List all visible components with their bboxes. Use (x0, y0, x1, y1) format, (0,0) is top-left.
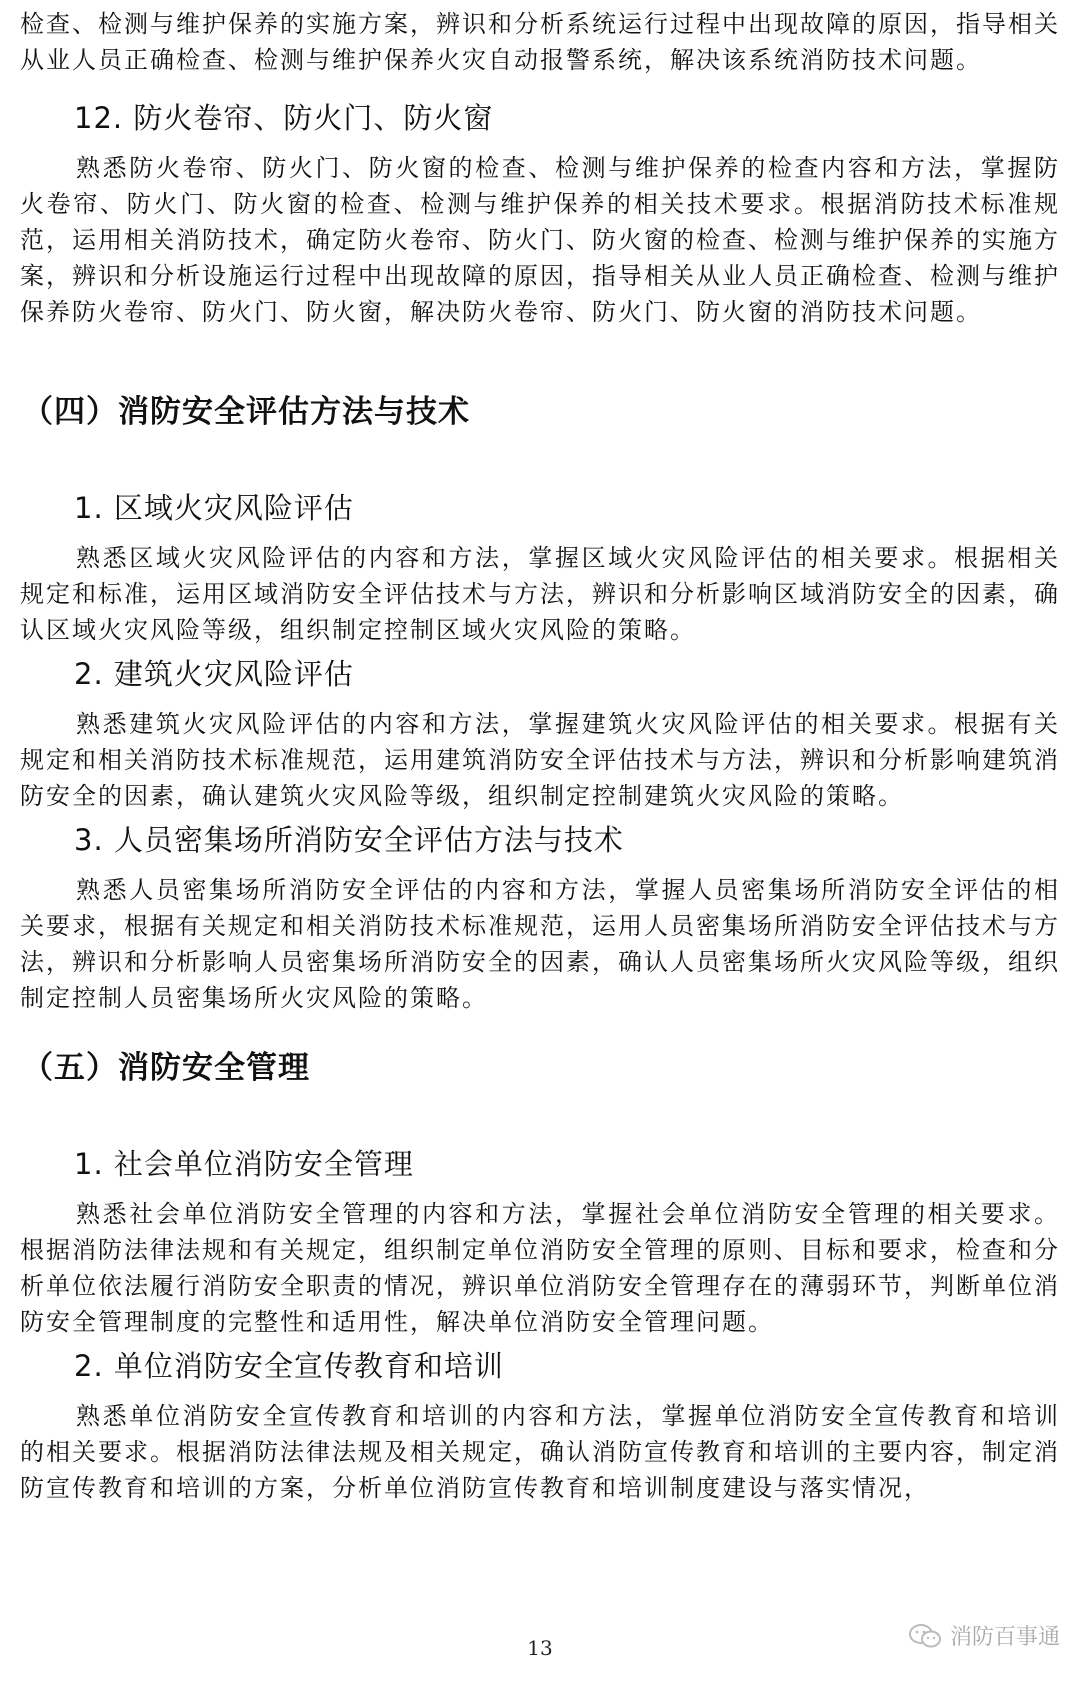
heading-fire-shutter-door-window: 12. 防火卷帘、防火门、防火窗 (74, 101, 494, 135)
heading-education-training: 2. 单位消防安全宣传教育和培训 (74, 1349, 504, 1383)
section-heading-management: （五）消防安全管理 (22, 1050, 310, 1086)
heading-unit-safety-management: 1. 社会单位消防安全管理 (74, 1147, 414, 1181)
page-number: 13 (527, 1636, 553, 1660)
paragraph-building-fire-risk: 熟悉建筑火灾风险评估的内容和方法，掌握建筑火灾风险评估的相关要求。根据有关规定和相关消防技术标准规范，运用建筑消防安全评估技术与方法，辨识和分析影响建筑消防安全的因素，确认建筑火灾风险等级，组织制定控制建筑火灾风险的策略。 (20, 710, 1060, 810)
section-heading-assessment: （四）消防安全评估方法与技术 (22, 394, 470, 430)
wechat-icon (908, 1622, 942, 1650)
paragraph-unit-safety-management: 熟悉社会单位消防安全管理的内容和方法，掌握社会单位消防安全管理的相关要求。根据消防法律法规和有关规定，组织制定单位消防安全管理的原则、目标和要求，检查和分析单位依法履行消防安全职责的情况，辨识单位消防安全管理存在的薄弱环节，判断单位消防安全管理制度的完整性和适用性，解决单位消防安全管理问题。 (20, 1200, 1060, 1336)
watermark (908, 1620, 1060, 1651)
paragraph-fire-shutter-door-window: 熟悉防火卷帘、防火门、防火窗的检查、检测与维护保养的检查内容和方法，掌握防火卷帘、防火门、防火窗的检查、检测与维护保养的相关技术要求。根据消防技术标准规范，运用相关消防技术，确定防火卷帘、防火门、防火窗的检查、检测与维护保养的实施方案，辨识和分析设施运行过程中出现故障的原因，指导相关从业人员正确检查、检测与维护保养防火卷帘、防火门、防火窗，解决防火卷帘、防火门、防火窗的消防技术问题。 (20, 154, 1060, 326)
watermark-text: 消防百事通 (949, 1625, 1060, 1650)
heading-crowded-place-assessment: 3. 人员密集场所消防安全评估方法与技术 (74, 823, 624, 857)
heading-regional-fire-risk: 1. 区域火灾风险评估 (74, 491, 354, 525)
paragraph-regional-fire-risk: 熟悉区域火灾风险评估的内容和方法，掌握区域火灾风险评估的相关要求。根据相关规定和标准，运用区域消防安全评估技术与方法，辨识和分析影响区域消防安全的因素，确认区域火灾风险等级，组织制定控制区域火灾风险的策略。 (20, 544, 1060, 644)
paragraph-education-training: 熟悉单位消防安全宣传教育和培训的内容和方法，掌握单位消防安全宣传教育和培训的相关要求。根据消防法律法规及相关规定，确认消防宣传教育和培训的主要内容，制定消防宣传教育和培训的方案，分析单位消防宣传教育和培训制度建设与落实情况， (20, 1402, 1060, 1502)
heading-building-fire-risk: 2. 建筑火灾风险评估 (74, 657, 354, 691)
paragraph-fire-alarm-continued: 检查、检测与维护保养的实施方案，辨识和分析系统运行过程中出现故障的原因，指导相关从业人员正确检查、检测与维护保养火灾自动报警系统，解决该系统消防技术问题。 (20, 10, 1060, 74)
paragraph-crowded-place-assessment: 熟悉人员密集场所消防安全评估的内容和方法，掌握人员密集场所消防安全评估的相关要求，根据有关规定和相关消防技术标准规范，运用人员密集场所消防安全评估技术与方法，辨识和分析影响人员密集场所消防安全的因素，确认人员密集场所火灾风险等级，组织制定控制人员密集场所火灾风险的策略。 (20, 876, 1060, 1012)
